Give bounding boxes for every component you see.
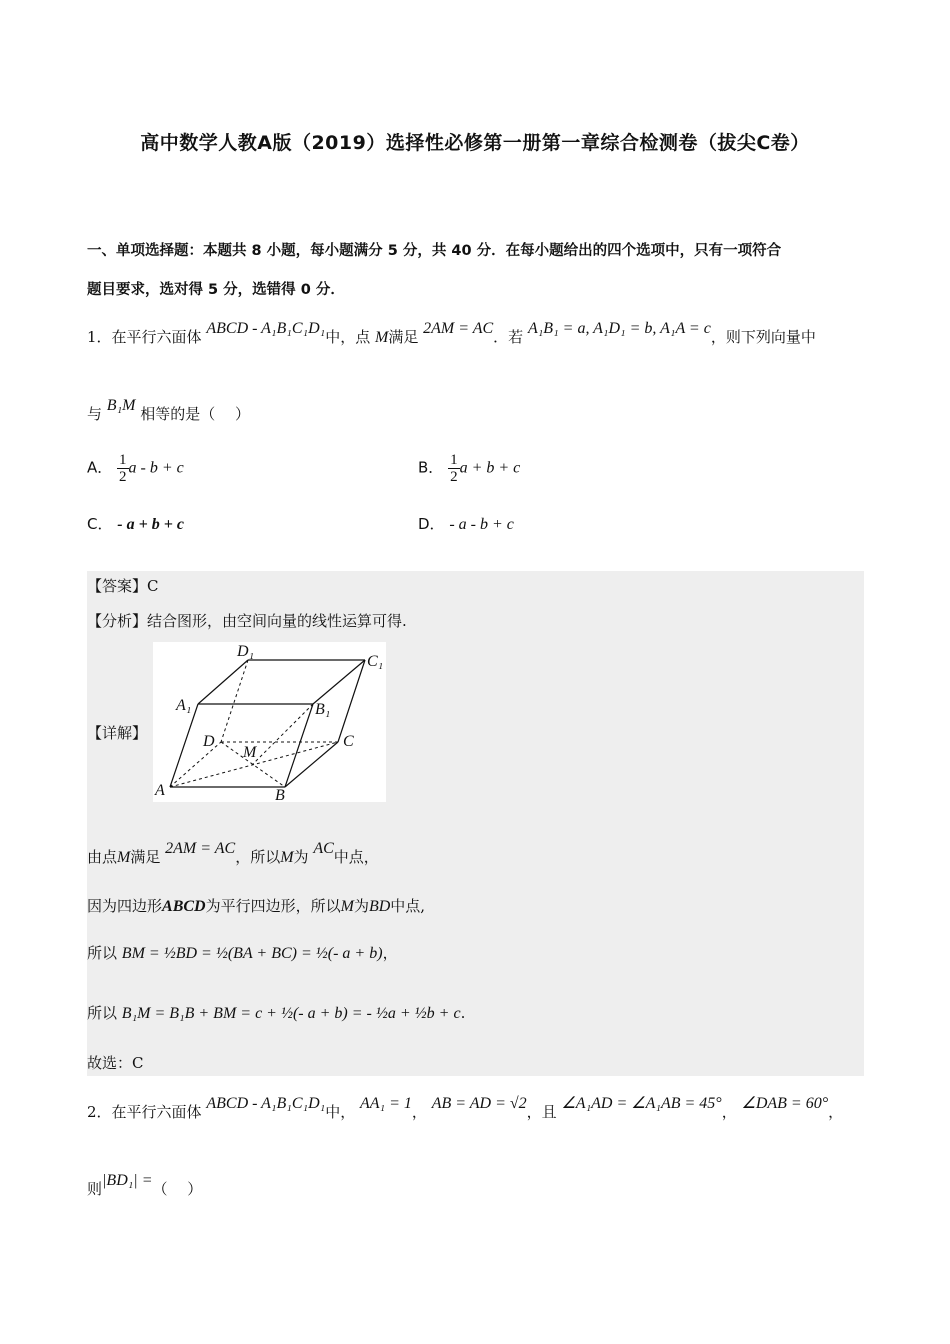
q2-bd1: |BD₁| = bbox=[102, 1172, 153, 1189]
text: 因为四边形 bbox=[87, 897, 163, 915]
quad-abcd: ABCD bbox=[162, 898, 206, 915]
label-b: B bbox=[275, 787, 285, 802]
option-c[interactable] bbox=[87, 513, 184, 534]
detail-line1 bbox=[87, 840, 379, 869]
q2-text: ，且 bbox=[526, 1103, 557, 1121]
option-b-expr: a + b + c bbox=[459, 459, 521, 477]
condition: 2AM = AC bbox=[165, 840, 236, 857]
label-m: M bbox=[243, 744, 257, 761]
section-heading-line1: 一、单项选择题：本题共 8 小题，每小题满分 5 分，共 40 分．在每小题给出的四个选项中，只有一项符合 bbox=[87, 243, 782, 259]
q1-vectors: A₁B₁ = a, A₁D₁ = b, A₁A = c bbox=[527, 320, 711, 337]
label-b1: B₁ bbox=[315, 701, 331, 718]
text: ，所以 bbox=[235, 848, 281, 866]
point-m: M bbox=[117, 849, 131, 866]
q2-ab-ad: AB = AD = √2 bbox=[431, 1095, 527, 1112]
label-d1: D₁ bbox=[237, 643, 255, 660]
label-a1: A₁ bbox=[176, 697, 192, 714]
label-a: A bbox=[155, 782, 165, 799]
q2-angles: ∠A₁AD = ∠A₁AB = 45° bbox=[561, 1095, 722, 1112]
option-d[interactable] bbox=[418, 513, 514, 534]
q2-text: （ ） bbox=[152, 1180, 203, 1198]
q2-text: 在平行六面体 bbox=[111, 1103, 202, 1121]
text: 为平行四边形，所以 bbox=[205, 897, 341, 915]
label-c: C bbox=[343, 733, 354, 750]
q1-point-m: M bbox=[374, 329, 389, 346]
analysis-tag: 【分析】 bbox=[87, 612, 148, 630]
q2-text: ， bbox=[411, 1103, 427, 1121]
edge-c1-c bbox=[338, 660, 365, 742]
option-b[interactable] bbox=[418, 452, 520, 485]
fraction: $\frac{1}{2}$ bbox=[450, 452, 458, 485]
label-d: D bbox=[203, 733, 215, 750]
q1-text: 满足 bbox=[388, 328, 419, 346]
text: 所以 bbox=[87, 1004, 118, 1022]
text: 满足 bbox=[130, 848, 161, 866]
edge-a1-d1 bbox=[198, 660, 248, 704]
q1-text: 相等的是（ ） bbox=[140, 405, 251, 423]
q1-text: 中，点 bbox=[325, 328, 371, 346]
segment-bd: BD bbox=[368, 898, 391, 915]
q2-aa1: AA₁ = 1 bbox=[359, 1095, 412, 1112]
q2-text: ， bbox=[721, 1103, 737, 1121]
question-1-number: 1． bbox=[87, 328, 112, 346]
q2-angle-dab: ∠DAB = 60° bbox=[741, 1095, 829, 1112]
detail-line4 bbox=[87, 1002, 465, 1025]
text: 中点， bbox=[333, 848, 379, 866]
option-a-expr: a - b + c bbox=[128, 459, 184, 477]
text: 为 bbox=[293, 848, 309, 866]
analysis-line bbox=[87, 610, 407, 632]
text: 中点, bbox=[390, 897, 426, 915]
q2-text: 中， bbox=[325, 1103, 356, 1121]
option-d-label: D． bbox=[418, 515, 445, 533]
option-a[interactable] bbox=[87, 452, 184, 485]
parallelepiped-diagram bbox=[153, 642, 386, 802]
q1-text: 与 bbox=[87, 405, 103, 423]
text: 为 bbox=[353, 897, 369, 915]
label-c1: C₁ bbox=[367, 653, 384, 670]
text: 所以 bbox=[87, 944, 118, 962]
question-1-line2 bbox=[87, 397, 251, 426]
text: ， bbox=[382, 944, 398, 962]
q2-text: 则 bbox=[87, 1180, 103, 1198]
option-c-expr: - a + b + c bbox=[117, 516, 184, 533]
q2-text: ， bbox=[828, 1103, 844, 1121]
point-m: M bbox=[280, 849, 294, 866]
q1-text: ，则下列向量中 bbox=[710, 328, 816, 346]
question-2-line1 bbox=[87, 1095, 844, 1124]
equation-bm: BM = ½BD = ½(BA + BC) = ½(- a + b) bbox=[121, 945, 383, 962]
seg-b1-m bbox=[253, 704, 313, 764]
section-heading-line2: 题目要求，选对得 5 分，选错得 0 分． bbox=[87, 282, 345, 298]
parallelepiped-figure bbox=[153, 642, 386, 802]
segment-ac: AC bbox=[313, 840, 334, 857]
question-2-line2 bbox=[87, 1172, 203, 1201]
detail-line2 bbox=[87, 895, 425, 918]
equation-b1m: B₁M = B₁B + BM = c + ½(- a + b) = - ½a + ½b + c bbox=[121, 1005, 461, 1022]
fraction: $\frac{1}{2}$ bbox=[119, 452, 127, 485]
page-title: 高中数学人教A版（2019）选择性必修第一册第一章综合检测卷（拔尖C卷） bbox=[140, 132, 810, 154]
analysis-text: 结合图形，由空间向量的线性运算可得. bbox=[147, 612, 407, 630]
point-m: M bbox=[340, 898, 354, 915]
q1-vector-b1m: B₁M bbox=[106, 397, 136, 414]
question-2-number: 2． bbox=[87, 1103, 112, 1121]
option-c-label: C． bbox=[87, 515, 113, 533]
question-1-line1 bbox=[87, 320, 816, 349]
text: 由点 bbox=[87, 848, 118, 866]
answer-line: 【答案】C bbox=[87, 577, 159, 595]
q1-solid: ABCD - A₁B₁C₁D₁ bbox=[206, 320, 326, 337]
option-b-label: B． bbox=[418, 458, 444, 477]
option-a-label: A． bbox=[87, 458, 113, 477]
detail-line5: 故选：C bbox=[87, 1054, 144, 1072]
q2-solid: ABCD - A₁B₁C₁D₁ bbox=[206, 1095, 326, 1112]
q1-text: 在平行六面体 bbox=[111, 328, 202, 346]
q1-text: ．若 bbox=[493, 328, 524, 346]
detail-tag: 【详解】 bbox=[87, 724, 148, 742]
option-d-expr: - a - b + c bbox=[449, 516, 514, 533]
q1-condition: 2AM = AC bbox=[423, 320, 494, 337]
detail-line3 bbox=[87, 942, 398, 965]
text: . bbox=[460, 1004, 466, 1022]
